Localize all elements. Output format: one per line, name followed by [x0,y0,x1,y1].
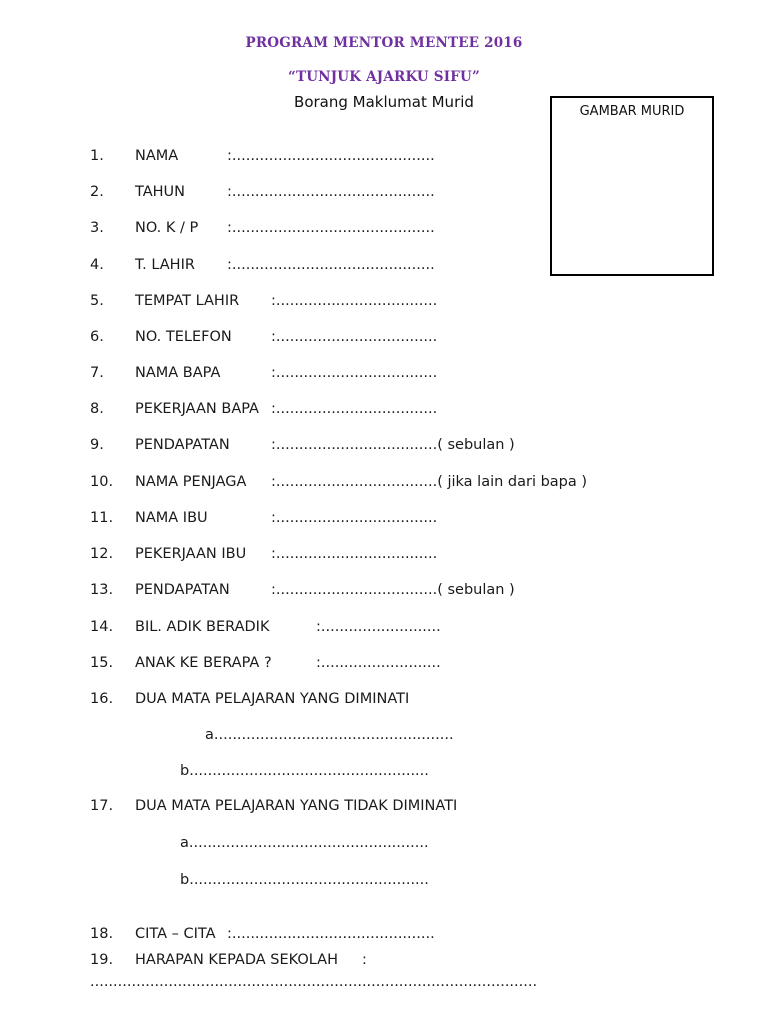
answer-field[interactable]: :................................... [271,510,438,526]
answer-field[interactable]: :................................... [271,329,438,345]
item-label: CITA – CITA [135,926,216,942]
answer-field[interactable]: :...................................( sebulan ) [271,437,515,453]
answer-field[interactable]: :...................................( sebulan ) [271,582,515,598]
item-number: 9. [90,437,104,453]
item-label: PENDAPATAN [135,437,230,453]
item-number: 2. [90,184,104,200]
item-number: 3. [90,220,104,236]
answer-field[interactable]: :.......................... [316,655,441,671]
item-number: 10. [90,474,114,490]
item-number: 7. [90,365,104,381]
photo-box-label: GAMBAR MURID [579,104,685,119]
item-label: NO. K / P [135,220,199,236]
slogan: “TUNJUK AJARKU SIFU” [288,69,480,85]
item-number: 15. [90,655,114,671]
harapan-answer-line[interactable]: ................................................................................................. [90,974,538,990]
answer-field[interactable]: :................................... [271,546,438,562]
answer-field[interactable]: :.......................... [316,619,441,635]
item-label: NAMA PENJAGA [135,474,247,490]
item-number: 11. [90,510,114,526]
item-label: PEKERJAAN IBU [135,546,247,562]
answer-field[interactable]: :................................... [271,401,438,417]
item-number: 18. [90,926,114,942]
answer-field[interactable]: b.................................................... [180,763,429,779]
answer-field[interactable]: a.................................................... [180,835,429,851]
item-label: T. LAHIR [135,257,195,273]
answer-field[interactable]: :............................................ [227,220,435,236]
item-label: PENDAPATAN [135,582,230,598]
item-label: ANAK KE BERAPA ? [135,655,272,671]
item-number: 13. [90,582,114,598]
answer-field[interactable]: b.................................................... [180,872,429,888]
item-label: NO. TELEFON [135,329,232,345]
item-label: NAMA BAPA [135,365,221,381]
item-number: 4. [90,257,104,273]
answer-field[interactable]: :............................................ [227,184,435,200]
photo-box [550,96,714,276]
program-title: PROGRAM MENTOR MENTEE 2016 [245,35,523,51]
answer-field[interactable]: :............................................ [227,926,435,942]
item-number: 5. [90,293,104,309]
item-number: 16. [90,691,114,707]
item-label: NAMA IBU [135,510,208,526]
answer-field[interactable]: : [362,952,367,968]
item-label: NAMA [135,148,179,164]
item-label: PEKERJAAN BAPA [135,401,259,417]
form-title: Borang Maklumat Murid [294,93,474,111]
answer-field[interactable]: :................................... [271,293,438,309]
item-label: HARAPAN KEPADA SEKOLAH [135,952,338,968]
item-label: DUA MATA PELAJARAN YANG DIMINATI [135,691,410,707]
answer-field[interactable]: a.................................................... [205,727,454,743]
item-number: 19. [90,952,114,968]
item-number: 14. [90,619,114,635]
item-label: BIL. ADIK BERADIK [135,619,270,635]
answer-field[interactable]: :............................................ [227,148,435,164]
item-label: DUA MATA PELAJARAN YANG TIDAK DIMINATI [135,798,458,814]
item-label: TEMPAT LAHIR [135,293,240,309]
item-number: 17. [90,798,114,814]
item-number: 1. [90,148,104,164]
answer-field[interactable]: :................................... [271,365,438,381]
item-label: TAHUN [135,184,186,200]
answer-field[interactable]: :............................................ [227,257,435,273]
answer-field[interactable]: :...................................( jika lain dari bapa ) [271,474,588,490]
item-number: 6. [90,329,104,345]
item-number: 12. [90,546,114,562]
item-number: 8. [90,401,104,417]
